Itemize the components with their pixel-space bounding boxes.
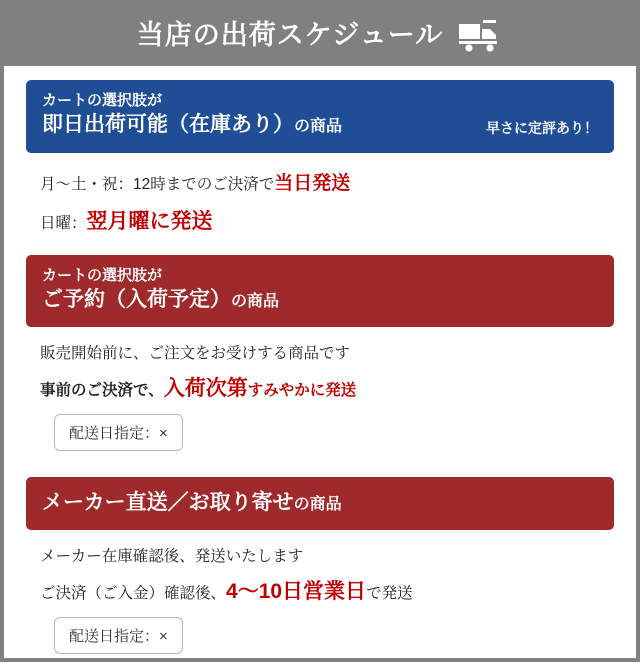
delivery-date-chip: 配送日指定：× xyxy=(54,617,183,654)
detail-text-highlight: 入荷次第 xyxy=(163,377,248,401)
detail-reservation xyxy=(26,327,614,461)
banner-text xyxy=(42,91,486,140)
banner-text xyxy=(42,266,598,315)
detail-text-plain-tail: で発送 xyxy=(366,584,413,602)
delivery-date-chip: 配送日指定：× xyxy=(54,414,183,451)
detail-text-highlight: 4〜10日営業日 xyxy=(226,579,367,603)
detail-line xyxy=(40,165,608,202)
detail-text-plain: 販売開始前に、ご注文をお受けする商品です xyxy=(40,345,351,363)
detail-text-plain: 月〜土・祝：12時までのご決済で xyxy=(40,175,275,193)
banner-main-text: ご予約（入荷予定） xyxy=(42,287,231,311)
banner-small-label: カートの選択肢が xyxy=(42,266,163,284)
detail-immediate-shipping xyxy=(26,153,614,253)
detail-line xyxy=(40,369,608,410)
banner-immediate-shipping xyxy=(26,80,614,153)
detail-line xyxy=(40,202,608,243)
section-reservation xyxy=(26,255,614,462)
section-immediate-shipping xyxy=(26,80,614,253)
section-direct-shipping xyxy=(26,477,614,664)
banner-main-text: 即日出荷可能（在庫あり） xyxy=(42,113,294,137)
banner-main-suffix: の商品 xyxy=(231,292,280,310)
detail-text-plain: ご決済（ご入金）確認後、 xyxy=(40,584,227,602)
page-title: 当店の出荷スケジュール xyxy=(136,19,444,50)
banner-main-suffix: の商品 xyxy=(293,496,342,514)
banner-text xyxy=(42,489,598,517)
detail-text-highlight: 翌月曜に発送 xyxy=(86,209,213,233)
banner-reservation xyxy=(26,255,614,328)
detail-line xyxy=(40,542,608,572)
delivery-truck-icon xyxy=(457,18,503,52)
page-body xyxy=(4,66,636,666)
banner-main-label xyxy=(42,489,598,517)
detail-line xyxy=(40,339,608,369)
banner-small-label: カートの選択肢が xyxy=(42,92,163,109)
banner-main-label xyxy=(42,286,598,314)
detail-text-highlight-small: すみやかに発送 xyxy=(247,382,357,400)
detail-direct-shipping xyxy=(26,530,614,664)
banner-note: 早さに定評あり！ xyxy=(486,119,598,136)
page-header xyxy=(4,4,636,66)
banner-main-suffix: の商品 xyxy=(294,118,343,136)
detail-text-plain: メーカー在庫確認後、発送いたします xyxy=(40,547,304,565)
detail-text-highlight: 当日発送 xyxy=(274,172,351,194)
detail-text-plain: 日曜： xyxy=(40,214,87,232)
banner-main-label xyxy=(42,111,486,139)
detail-line xyxy=(40,572,608,613)
detail-text-plain: 事前のご決済で、 xyxy=(40,382,164,400)
banner-main-text: メーカー直送／お取り寄せ xyxy=(42,491,294,515)
banner-direct-shipping xyxy=(26,477,614,529)
